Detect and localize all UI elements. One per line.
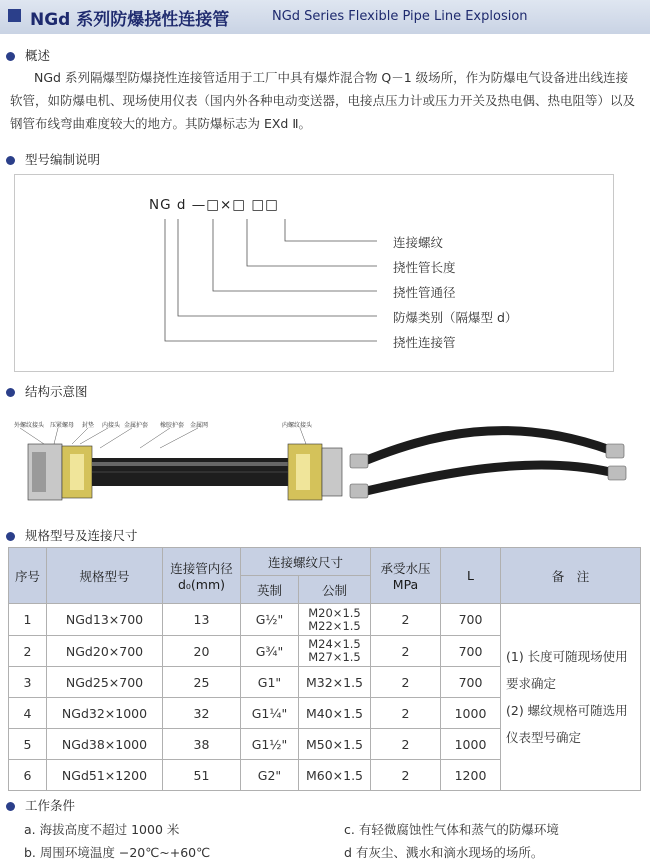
part-label: 内螺纹接头: [282, 422, 313, 429]
cell-diameter: 13: [163, 604, 241, 636]
cell-diameter: 38: [163, 729, 241, 760]
part-label: 金属网: [190, 422, 209, 429]
cell-metric: M32×1.5: [299, 667, 371, 698]
cell-no: 6: [9, 760, 47, 791]
cell-imperial: G½": [241, 604, 299, 636]
cell-model: NGd25×700: [47, 667, 163, 698]
section-heading-structure: [6, 384, 88, 400]
section-heading-text: 规格型号及连接尺寸: [25, 528, 138, 543]
model-code-leader-lines: [15, 175, 613, 371]
cell-no: 2: [9, 636, 47, 667]
note-line: (1) 长度可随现场使用: [506, 649, 628, 664]
section-heading-text: 工作条件: [25, 798, 76, 813]
cell-imperial: G2": [241, 760, 299, 791]
section-heading-spec: [6, 528, 138, 544]
header-pressure-label: 承受水压: [380, 561, 431, 576]
legend-thread: 连接螺纹: [393, 235, 444, 250]
cell-imperial: G1¼": [241, 698, 299, 729]
header-inner-diameter-unit: d₀(mm): [177, 577, 226, 592]
cell-length: 1200: [441, 760, 501, 791]
cell-model: NGd51×1200: [47, 760, 163, 791]
header-model: 规格型号: [47, 548, 163, 604]
cell-model: NGd38×1000: [47, 729, 163, 760]
legend-length: 挠性管长度: [393, 260, 456, 275]
cell-imperial: G1": [241, 667, 299, 698]
bullet-dot-icon: [6, 532, 15, 541]
cell-pressure: 2: [371, 729, 441, 760]
cell-model: NGd32×1000: [47, 698, 163, 729]
bullet-dot-icon: [6, 52, 15, 61]
cell-pressure: 2: [371, 698, 441, 729]
cell-model: NGd13×700: [47, 604, 163, 636]
cell-pressure: 2: [371, 760, 441, 791]
title-bar: [0, 0, 650, 34]
cell-no: 5: [9, 729, 47, 760]
cell-diameter: 25: [163, 667, 241, 698]
overview-paragraph: NGd 系列隔爆型防爆挠性连接管适用于工厂中具有爆炸混合物 Q－1 级场所，作为防爆电气设备进出线连接软管，如防爆电机、现场使用仪表（国内外各种电动变送器，电接点压力计或压力开关及热电偶、热电阻等）以及钢管布线弯曲难度较大的地方。其防爆标志为 EXd Ⅱ。: [10, 70, 636, 131]
part-label: 橡胶护套: [160, 422, 185, 429]
cell-model: NGd20×700: [47, 636, 163, 667]
condition-dust: d 有灰尘、溅水和滴水现场的场所。: [344, 845, 544, 860]
note-line: (2) 螺纹规格可随选用: [506, 703, 628, 718]
cell-no: 3: [9, 667, 47, 698]
header-thread-imperial: 英制: [241, 576, 299, 604]
section-heading-overview: [6, 48, 50, 64]
section-heading-text: 型号编制说明: [25, 152, 101, 167]
cell-pressure: 2: [371, 667, 441, 698]
bullet-dot-icon: [6, 156, 15, 165]
legend-flexible-pipe: 挠性连接管: [393, 335, 456, 350]
cell-diameter: 51: [163, 760, 241, 791]
header-pressure: [371, 548, 441, 604]
note-line: 仪表型号确定: [506, 730, 582, 745]
cell-metric-line: M20×1.5: [308, 605, 361, 620]
section-heading-text: 结构示意图: [25, 384, 88, 399]
structure-drawing: [10, 414, 640, 524]
part-label: 封垫: [82, 422, 95, 429]
condition-altitude: a. 海拔高度不超过 1000 米: [24, 822, 180, 837]
cell-imperial: G¾": [241, 636, 299, 667]
legend-diameter: 挠性管通径: [393, 285, 456, 300]
cell-pressure: 2: [371, 636, 441, 667]
cell-length: 1000: [441, 698, 501, 729]
cell-length: 700: [441, 667, 501, 698]
condition-corrosive: c. 有轻微腐蚀性气体和蒸气的防爆环境: [344, 822, 559, 837]
cell-length: 1000: [441, 729, 501, 760]
header-thread: 连接螺纹尺寸: [241, 548, 371, 576]
table-row: [9, 604, 641, 636]
header-pressure-unit: MPa: [392, 577, 419, 592]
section-heading-conditions: [6, 798, 75, 814]
header-inner-diameter-label: 连接管内径: [170, 561, 233, 576]
cell-length: 700: [441, 636, 501, 667]
header-length: L: [441, 548, 501, 604]
cell-no: 1: [9, 604, 47, 636]
header-notes: 备 注: [501, 548, 641, 604]
cell-metric-line: M27×1.5: [308, 650, 361, 664]
cell-length: 700: [441, 604, 501, 636]
bullet-dot-icon: [6, 388, 15, 397]
cell-imperial: G1½": [241, 729, 299, 760]
spec-table: [8, 547, 641, 791]
header-inner-diameter: [163, 548, 241, 604]
cell-metric: M50×1.5: [299, 729, 371, 760]
cell-metric: M40×1.5: [299, 698, 371, 729]
cell-pressure: 2: [371, 604, 441, 636]
header-no: 序号: [9, 548, 47, 604]
cell-metric: M60×1.5: [299, 760, 371, 791]
section-heading-model-code: [6, 152, 100, 168]
bullet-dot-icon: [6, 802, 15, 811]
cell-metric: [299, 636, 371, 667]
legend-explosion-type: 防爆类别（隔爆型 d）: [393, 310, 518, 325]
model-code-box: [14, 174, 614, 372]
cell-diameter: 32: [163, 698, 241, 729]
model-code-formula: NG d —□×□ □□: [149, 197, 279, 213]
square-bullet-icon: [8, 9, 21, 22]
cell-metric: [299, 604, 371, 636]
part-label: 金属护套: [124, 422, 149, 429]
note-line: 要求确定: [506, 676, 557, 691]
cell-no: 4: [9, 698, 47, 729]
part-label: 外螺纹接头: [14, 422, 45, 429]
page-title: NGd 系列防爆挠性连接管: [30, 10, 230, 30]
part-label: 内接头: [102, 422, 121, 429]
structure-diagram: [10, 414, 640, 524]
section-heading-text: 概述: [25, 48, 51, 63]
part-label: 压紧螺母: [50, 422, 75, 429]
header-thread-metric: 公制: [299, 576, 371, 604]
cell-metric-line: M24×1.5: [308, 637, 361, 651]
page-subtitle: NGd Series Flexible Pipe Line Explosion: [272, 9, 528, 24]
cell-notes: [501, 604, 641, 791]
cell-diameter: 20: [163, 636, 241, 667]
cell-metric-line: M22×1.5: [308, 618, 361, 633]
condition-temperature: b. 周围环境温度 −20℃~+60℃: [24, 845, 211, 860]
